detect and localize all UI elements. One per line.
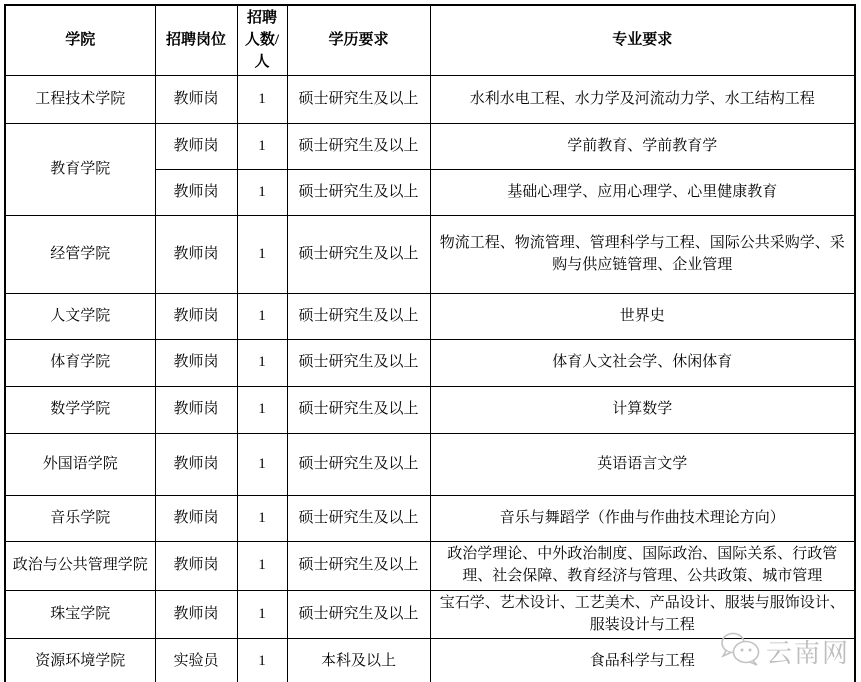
cell-count: 1 xyxy=(237,170,287,216)
cell-college: 经管学院 xyxy=(5,216,155,294)
table-row xyxy=(5,434,855,496)
cell-position: 教师岗 xyxy=(155,496,237,542)
cell-major: 食品科学与工程 xyxy=(430,639,855,682)
cell-count: 1 xyxy=(237,387,287,434)
cell-degree: 硕士研究生及以上 xyxy=(287,76,430,124)
cell-degree: 硕士研究生及以上 xyxy=(287,542,430,591)
table-row xyxy=(5,216,855,294)
table-row xyxy=(5,294,855,340)
cell-count: 1 xyxy=(237,639,287,682)
cell-college: 人文学院 xyxy=(5,294,155,340)
cell-position: 教师岗 xyxy=(155,590,237,639)
cell-college: 工程技术学院 xyxy=(5,76,155,124)
table-row xyxy=(5,124,855,170)
cell-degree: 硕士研究生及以上 xyxy=(287,170,430,216)
cell-count: 1 xyxy=(237,294,287,340)
cell-major: 学前教育、学前教育学 xyxy=(430,124,855,170)
cell-count: 1 xyxy=(237,340,287,387)
cell-major: 世界史 xyxy=(430,294,855,340)
cell-count: 1 xyxy=(237,216,287,294)
cell-major: 基础心理学、应用心理学、心里健康教育 xyxy=(430,170,855,216)
header-cell-1: 招聘岗位 xyxy=(155,5,237,76)
table-row xyxy=(5,387,855,434)
cell-college: 教育学院 xyxy=(5,124,155,216)
cell-college: 音乐学院 xyxy=(5,496,155,542)
header-row xyxy=(5,5,855,76)
cell-degree: 硕士研究生及以上 xyxy=(287,124,430,170)
header-cell-3: 学历要求 xyxy=(287,5,430,76)
cell-degree: 硕士研究生及以上 xyxy=(287,590,430,639)
cell-degree: 硕士研究生及以上 xyxy=(287,434,430,496)
header-cell-4: 专业要求 xyxy=(430,5,855,76)
cell-position: 教师岗 xyxy=(155,387,237,434)
cell-count: 1 xyxy=(237,542,287,591)
cell-count: 1 xyxy=(237,434,287,496)
cell-count: 1 xyxy=(237,76,287,124)
cell-major: 政治学理论、中外政治制度、国际政治、国际关系、行政管理、社会保障、教育经济与管理、公共政策、城市管理 xyxy=(430,542,855,591)
cell-position: 教师岗 xyxy=(155,216,237,294)
cell-position: 教师岗 xyxy=(155,542,237,591)
cell-count: 1 xyxy=(237,124,287,170)
cell-degree: 硕士研究生及以上 xyxy=(287,216,430,294)
cell-position: 教师岗 xyxy=(155,170,237,216)
cell-college: 体育学院 xyxy=(5,340,155,387)
cell-college: 外国语学院 xyxy=(5,434,155,496)
table-body xyxy=(5,76,855,682)
cell-position: 教师岗 xyxy=(155,434,237,496)
recruitment-table xyxy=(4,4,856,682)
cell-college: 资源环境学院 xyxy=(5,639,155,682)
watermark-text: 云南网 xyxy=(766,637,851,668)
cell-position: 教师岗 xyxy=(155,76,237,124)
cell-major: 物流工程、物流管理、管理科学与工程、国际公共采购学、采购与供应链管理、企业管理 xyxy=(430,216,855,294)
table-row xyxy=(5,542,855,591)
cell-college: 珠宝学院 xyxy=(5,590,155,639)
table-row xyxy=(5,340,855,387)
cell-position: 教师岗 xyxy=(155,294,237,340)
cell-degree: 硕士研究生及以上 xyxy=(287,387,430,434)
cell-position: 教师岗 xyxy=(155,124,237,170)
cell-major: 水利水电工程、水力学及河流动力学、水工结构工程 xyxy=(430,76,855,124)
cell-degree: 硕士研究生及以上 xyxy=(287,340,430,387)
cell-college: 数学学院 xyxy=(5,387,155,434)
cell-count: 1 xyxy=(237,496,287,542)
cell-position: 教师岗 xyxy=(155,340,237,387)
cell-position: 实验员 xyxy=(155,639,237,682)
cell-college: 政治与公共管理学院 xyxy=(5,542,155,591)
cell-major: 英语语言文学 xyxy=(430,434,855,496)
cell-count: 1 xyxy=(237,590,287,639)
header-cell-2: 招聘人数/人 xyxy=(237,5,287,76)
cell-degree: 硕士研究生及以上 xyxy=(287,294,430,340)
cell-degree: 本科及以上 xyxy=(287,639,430,682)
header-cell-0: 学院 xyxy=(5,5,155,76)
table-row xyxy=(5,76,855,124)
cell-major: 体育人文社会学、休闲体育 xyxy=(430,340,855,387)
cell-degree: 硕士研究生及以上 xyxy=(287,496,430,542)
table-row xyxy=(5,590,855,639)
cell-major: 宝石学、艺术设计、工艺美术、产品设计、服装与服饰设计、服装设计与工程 xyxy=(430,590,855,639)
cell-major: 音乐与舞蹈学（作曲与作曲技术理论方向） xyxy=(430,496,855,542)
table-row xyxy=(5,496,855,542)
cell-major: 计算数学 xyxy=(430,387,855,434)
table-row xyxy=(5,639,855,682)
